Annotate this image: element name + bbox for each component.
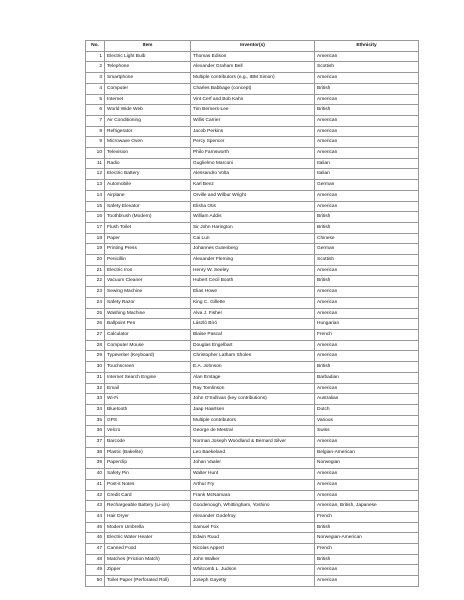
cell-no: 39	[86, 458, 105, 469]
table-row	[86, 447, 419, 458]
cell-inventors: Edwin Ruud	[191, 533, 315, 544]
cell-ethnicity: American	[315, 308, 419, 319]
cell-no: 7	[86, 115, 105, 126]
table-row	[86, 340, 419, 351]
table-row	[86, 287, 419, 298]
table-row	[86, 576, 419, 587]
cell-item: Automobile	[105, 180, 191, 191]
cell-ethnicity: French	[315, 544, 419, 555]
table-row	[86, 319, 419, 330]
cell-no: 22	[86, 276, 105, 287]
cell-no: 31	[86, 372, 105, 383]
cell-no: 46	[86, 533, 105, 544]
cell-no: 6	[86, 105, 105, 116]
cell-no: 48	[86, 554, 105, 565]
table-row	[86, 362, 419, 373]
cell-inventors: Alexander Graham Bell	[191, 62, 315, 73]
cell-inventors: Elias Howe	[191, 287, 315, 298]
cell-item: Computer	[105, 83, 191, 94]
cell-no: 16	[86, 212, 105, 223]
header-inventors: Inventor(s)	[191, 41, 315, 52]
table-row	[86, 404, 419, 415]
cell-item: Hair Dryer	[105, 511, 191, 522]
table-row	[86, 437, 419, 448]
table-row	[86, 115, 419, 126]
cell-inventors: Alexander Godefroy	[191, 511, 315, 522]
table-row	[86, 329, 419, 340]
cell-ethnicity: American	[315, 51, 419, 62]
cell-ethnicity: Scottish	[315, 255, 419, 266]
table-row	[86, 105, 419, 116]
cell-item: Typewriter (Keyboard)	[105, 351, 191, 362]
cell-no: 12	[86, 169, 105, 180]
cell-item: Barcode	[105, 437, 191, 448]
table-row	[86, 190, 419, 201]
cell-no: 41	[86, 479, 105, 490]
cell-ethnicity: American, British, Japanese	[315, 501, 419, 512]
cell-item: Flush Toilet	[105, 222, 191, 233]
cell-item: Paperclip	[105, 458, 191, 469]
cell-ethnicity: American	[315, 383, 419, 394]
cell-inventors: Norman Joseph Woodland & Bernard Silver	[191, 437, 315, 448]
cell-no: 3	[86, 73, 105, 84]
cell-item: Safety Elevator	[105, 201, 191, 212]
cell-item: GPS	[105, 415, 191, 426]
table-row	[86, 126, 419, 137]
cell-ethnicity: Various	[315, 415, 419, 426]
cell-ethnicity: American	[315, 94, 419, 105]
table-row	[86, 308, 419, 319]
cell-inventors: Douglas Engelbart	[191, 340, 315, 351]
cell-item: Washing Machine	[105, 308, 191, 319]
cell-item: Rechargeable Battery (Li-ion)	[105, 501, 191, 512]
cell-inventors: Alan Emtage	[191, 372, 315, 383]
cell-item: Penicillin	[105, 255, 191, 266]
cell-item: Matches (Friction Match)	[105, 554, 191, 565]
cell-no: 26	[86, 319, 105, 330]
cell-ethnicity: German	[315, 180, 419, 191]
cell-no: 33	[86, 394, 105, 405]
table-row	[86, 501, 419, 512]
cell-item: Internet	[105, 94, 191, 105]
table-row	[86, 148, 419, 159]
cell-ethnicity: American	[315, 73, 419, 84]
cell-inventors: E.A. Johnson	[191, 362, 315, 373]
cell-ethnicity: Australian	[315, 394, 419, 405]
cell-inventors: Philo Farnsworth	[191, 148, 315, 159]
cell-no: 28	[86, 340, 105, 351]
table-row	[86, 544, 419, 555]
cell-no: 40	[86, 469, 105, 480]
cell-inventors: Orville and Wilbur Wright	[191, 190, 315, 201]
cell-ethnicity: Norwegian	[315, 458, 419, 469]
table-row	[86, 469, 419, 480]
cell-inventors: Alexander Fleming	[191, 255, 315, 266]
cell-inventors: Alessandro Volta	[191, 169, 315, 180]
cell-inventors: Hubert Cecil Booth	[191, 276, 315, 287]
header-no: No.	[86, 41, 105, 52]
cell-inventors: Samuel Fox	[191, 522, 315, 533]
cell-ethnicity: American	[315, 190, 419, 201]
table-row	[86, 533, 419, 544]
cell-inventors: Charles Babbage (concept)	[191, 83, 315, 94]
cell-inventors: Goodenough, Whittingham, Yoshino	[191, 501, 315, 512]
cell-no: 32	[86, 383, 105, 394]
cell-item: Calculator	[105, 329, 191, 340]
cell-item: Touchscreen	[105, 362, 191, 373]
table-row	[86, 372, 419, 383]
table-row	[86, 222, 419, 233]
cell-no: 17	[86, 222, 105, 233]
cell-inventors: Jacob Perkins	[191, 126, 315, 137]
cell-inventors: Christopher Latham Sholes	[191, 351, 315, 362]
cell-ethnicity: American	[315, 490, 419, 501]
table-row	[86, 554, 419, 565]
cell-ethnicity: British	[315, 105, 419, 116]
cell-item: Airplane	[105, 190, 191, 201]
cell-ethnicity: Hungarian	[315, 319, 419, 330]
cell-inventors: Guglielmo Marconi	[191, 158, 315, 169]
cell-item: Air Conditioning	[105, 115, 191, 126]
table-row	[86, 297, 419, 308]
cell-inventors: Elisha Otis	[191, 201, 315, 212]
cell-no: 35	[86, 415, 105, 426]
cell-no: 19	[86, 244, 105, 255]
cell-ethnicity: American	[315, 201, 419, 212]
cell-no: 49	[86, 565, 105, 576]
cell-item: Post-it Notes	[105, 479, 191, 490]
cell-inventors: King C. Gillette	[191, 297, 315, 308]
cell-inventors: John O'Sullivan (key contributions)	[191, 394, 315, 405]
cell-inventors: Multiple contributors (e.g., IBM Simon)	[191, 73, 315, 84]
cell-no: 18	[86, 233, 105, 244]
cell-ethnicity: American	[315, 148, 419, 159]
table-row	[86, 426, 419, 437]
cell-item: Television	[105, 148, 191, 159]
inventions-table	[85, 40, 419, 587]
cell-inventors: Karl Benz	[191, 180, 315, 191]
cell-ethnicity: American	[315, 126, 419, 137]
cell-inventors: Cai Lun	[191, 233, 315, 244]
cell-no: 11	[86, 158, 105, 169]
cell-no: 4	[86, 83, 105, 94]
cell-no: 37	[86, 437, 105, 448]
cell-item: Vacuum Cleaner	[105, 276, 191, 287]
cell-inventors: Johannes Gutenberg	[191, 244, 315, 255]
cell-inventors: Jaap Haartsen	[191, 404, 315, 415]
cell-ethnicity: American	[315, 351, 419, 362]
cell-ethnicity: American	[315, 576, 419, 587]
cell-item: Refrigerator	[105, 126, 191, 137]
cell-inventors: George de Mestral	[191, 426, 315, 437]
cell-inventors: Percy Spencer	[191, 137, 315, 148]
cell-inventors: John Walker	[191, 554, 315, 565]
cell-item: Bluetooth	[105, 404, 191, 415]
table-row	[86, 137, 419, 148]
table-row	[86, 233, 419, 244]
cell-no: 29	[86, 351, 105, 362]
table-row	[86, 51, 419, 62]
table-row	[86, 351, 419, 362]
cell-ethnicity: German	[315, 244, 419, 255]
cell-no: 34	[86, 404, 105, 415]
cell-item: Ballpoint Pen	[105, 319, 191, 330]
cell-inventors: Thomas Edison	[191, 51, 315, 62]
cell-no: 27	[86, 329, 105, 340]
table-row	[86, 522, 419, 533]
cell-inventors: Vint Cerf and Bob Kahn	[191, 94, 315, 105]
cell-item: Safety Pin	[105, 469, 191, 480]
cell-item: Sewing Machine	[105, 287, 191, 298]
cell-item: Canned Food	[105, 544, 191, 555]
cell-item: Zipper	[105, 565, 191, 576]
cell-ethnicity: Swiss	[315, 426, 419, 437]
table-row	[86, 265, 419, 276]
cell-item: Safety Razor	[105, 297, 191, 308]
cell-item: Telephone	[105, 62, 191, 73]
cell-no: 45	[86, 522, 105, 533]
cell-inventors: Whitcomb L. Judson	[191, 565, 315, 576]
cell-ethnicity: American	[315, 469, 419, 480]
cell-inventors: Willis Carrier	[191, 115, 315, 126]
header-ethnicity: Ethnicity	[315, 41, 419, 52]
cell-no: 1	[86, 51, 105, 62]
cell-no: 13	[86, 180, 105, 191]
table-row	[86, 479, 419, 490]
cell-ethnicity: American	[315, 437, 419, 448]
cell-ethnicity: British	[315, 212, 419, 223]
cell-inventors: Tim Berners-Lee	[191, 105, 315, 116]
cell-no: 8	[86, 126, 105, 137]
cell-ethnicity: Chinese	[315, 233, 419, 244]
cell-ethnicity: French	[315, 511, 419, 522]
table-row	[86, 180, 419, 191]
cell-inventors: Leo Baekeland	[191, 447, 315, 458]
cell-item: Microwave Oven	[105, 137, 191, 148]
cell-item: Paper	[105, 233, 191, 244]
cell-no: 38	[86, 447, 105, 458]
cell-ethnicity: American	[315, 137, 419, 148]
cell-item: Toilet Paper (Perforated Roll)	[105, 576, 191, 587]
cell-inventors: Blaise Pascal	[191, 329, 315, 340]
table-row	[86, 276, 419, 287]
cell-item: Velcro	[105, 426, 191, 437]
cell-item: Radio	[105, 158, 191, 169]
cell-ethnicity: American	[315, 479, 419, 490]
cell-no: 24	[86, 297, 105, 308]
cell-inventors: William Addis	[191, 212, 315, 223]
cell-item: Wi-Fi	[105, 394, 191, 405]
cell-ethnicity: Italian	[315, 169, 419, 180]
table-row	[86, 458, 419, 469]
cell-inventors: Joseph Gayetty	[191, 576, 315, 587]
table-row	[86, 94, 419, 105]
cell-ethnicity: American	[315, 115, 419, 126]
cell-inventors: Nicolas Appert	[191, 544, 315, 555]
cell-ethnicity: French	[315, 329, 419, 340]
table-row	[86, 201, 419, 212]
cell-no: 43	[86, 501, 105, 512]
cell-ethnicity: Scottish	[315, 62, 419, 73]
cell-item: Plastic (Bakelite)	[105, 447, 191, 458]
cell-item: Computer Mouse	[105, 340, 191, 351]
cell-item: Electric Water Heater	[105, 533, 191, 544]
table-row	[86, 415, 419, 426]
cell-ethnicity: British	[315, 362, 419, 373]
cell-inventors: Alva J. Fisher	[191, 308, 315, 319]
cell-inventors: Arthur Fry	[191, 479, 315, 490]
cell-no: 47	[86, 544, 105, 555]
cell-item: Modern Umbrella	[105, 522, 191, 533]
cell-item: Electric Battery	[105, 169, 191, 180]
cell-no: 42	[86, 490, 105, 501]
cell-item: Electric Iron	[105, 265, 191, 276]
cell-ethnicity: British	[315, 276, 419, 287]
cell-no: 30	[86, 362, 105, 373]
cell-no: 36	[86, 426, 105, 437]
cell-ethnicity: British	[315, 554, 419, 565]
cell-inventors: László Bíró	[191, 319, 315, 330]
cell-ethnicity: American	[315, 287, 419, 298]
cell-inventors: Sir John Harington	[191, 222, 315, 233]
cell-ethnicity: Belgian-American	[315, 447, 419, 458]
cell-inventors: Henry W. Seeley	[191, 265, 315, 276]
table-row	[86, 490, 419, 501]
cell-ethnicity: Italian	[315, 158, 419, 169]
cell-no: 25	[86, 308, 105, 319]
cell-ethnicity: American	[315, 340, 419, 351]
table-row	[86, 255, 419, 266]
cell-no: 20	[86, 255, 105, 266]
cell-no: 23	[86, 287, 105, 298]
cell-no: 10	[86, 148, 105, 159]
cell-item: World Wide Web	[105, 105, 191, 116]
cell-item: Smartphone	[105, 73, 191, 84]
table-row	[86, 212, 419, 223]
cell-item: Email	[105, 383, 191, 394]
cell-ethnicity: British	[315, 83, 419, 94]
cell-item: Printing Press	[105, 244, 191, 255]
table-row	[86, 511, 419, 522]
cell-no: 44	[86, 511, 105, 522]
cell-item: Toothbrush (Modern)	[105, 212, 191, 223]
cell-no: 2	[86, 62, 105, 73]
table-row	[86, 73, 419, 84]
cell-item: Electric Light Bulb	[105, 51, 191, 62]
table-row	[86, 565, 419, 576]
table-row	[86, 394, 419, 405]
cell-inventors: Ray Tomlinson	[191, 383, 315, 394]
header-row	[86, 41, 419, 52]
cell-inventors: Johan Vaaler	[191, 458, 315, 469]
cell-no: 14	[86, 190, 105, 201]
cell-ethnicity: British	[315, 222, 419, 233]
header-item: Item	[105, 41, 191, 52]
table-row	[86, 83, 419, 94]
cell-ethnicity: British	[315, 522, 419, 533]
cell-no: 21	[86, 265, 105, 276]
cell-ethnicity: Dutch	[315, 404, 419, 415]
table-row	[86, 383, 419, 394]
cell-ethnicity: Barbadian	[315, 372, 419, 383]
cell-inventors: Frank McNamara	[191, 490, 315, 501]
cell-inventors: Multiple contributors	[191, 415, 315, 426]
cell-no: 15	[86, 201, 105, 212]
table-row	[86, 62, 419, 73]
cell-ethnicity: Norwegian-American	[315, 533, 419, 544]
table-body	[86, 51, 419, 586]
cell-no: 9	[86, 137, 105, 148]
cell-ethnicity: American	[315, 297, 419, 308]
table-row	[86, 169, 419, 180]
cell-inventors: Walter Hunt	[191, 469, 315, 480]
cell-item: Credit Card	[105, 490, 191, 501]
table-row	[86, 158, 419, 169]
cell-ethnicity: American	[315, 265, 419, 276]
cell-item: Internet Search Engine	[105, 372, 191, 383]
cell-ethnicity: American	[315, 565, 419, 576]
table-row	[86, 244, 419, 255]
cell-no: 5	[86, 94, 105, 105]
cell-no: 50	[86, 576, 105, 587]
